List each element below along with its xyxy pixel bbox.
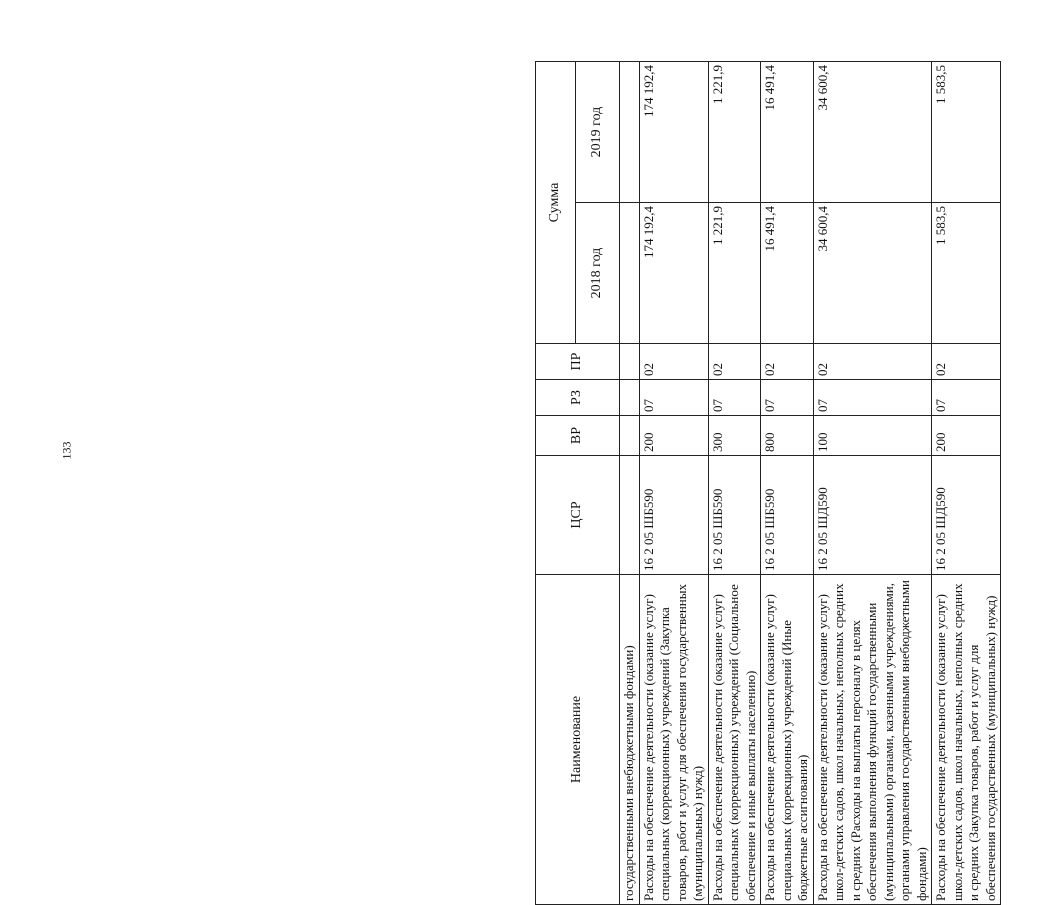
cell-2019: 1 583,5 (932, 62, 1001, 203)
cell-name: Расходы на обеспечение деятельности (оказание услуг) школ-детских садов, школ начальных, неполных средних и средних (Расходы на выплаты персоналу в целях обеспечения выполнения функций государственными (муниципальными) органами, казенными учреждениями, органами управления государственными внебюджетными фондами) (813, 575, 932, 905)
header-pr: ПР (536, 344, 620, 380)
header-vr: ВР (536, 416, 620, 456)
cell-rz: 07 (639, 380, 708, 416)
cell-pr (620, 344, 640, 380)
table-row (708, 62, 761, 905)
cell-2018: 16 491,4 (761, 203, 814, 344)
table-row (813, 62, 932, 905)
table-row (932, 62, 1001, 905)
cell-rz: 07 (708, 380, 761, 416)
cell-pr: 02 (708, 344, 761, 380)
cell-rz: 07 (932, 380, 1001, 416)
cell-csr: 16 2 05 ШД590 (932, 456, 1001, 575)
cell-vr (620, 416, 640, 456)
cell-csr (620, 456, 640, 575)
table-row (620, 62, 640, 905)
cell-2018: 174 192,4 (639, 203, 708, 344)
cell-2018: 1 221,9 (708, 203, 761, 344)
cell-name: государственными внебюджетными фондами) (620, 575, 640, 905)
cell-csr: 16 2 05 ШБ590 (639, 456, 708, 575)
cell-vr: 300 (708, 416, 761, 456)
budget-table (535, 61, 1001, 905)
cell-rz (620, 380, 640, 416)
header-rz: РЗ (536, 380, 620, 416)
cell-vr: 200 (932, 416, 1001, 456)
cell-vr: 200 (639, 416, 708, 456)
cell-2019: 34 600,4 (813, 62, 932, 203)
cell-rz: 07 (761, 380, 814, 416)
header-2018: 2018 год (576, 203, 620, 344)
cell-2019: 16 491,4 (761, 62, 814, 203)
cell-vr: 800 (761, 416, 814, 456)
cell-2019 (620, 62, 640, 203)
header-csr: ЦСР (536, 456, 620, 575)
rotated-page (535, 62, 1040, 905)
cell-name: Расходы на обеспечение деятельности (оказание услуг) школ-детских садов, школ начальных, неполных средних и средних (Закупка товаров, работ и услуг для обеспечения государственных (муниципальных) нужд) (932, 575, 1001, 905)
cell-2018 (620, 203, 640, 344)
cell-2018: 34 600,4 (813, 203, 932, 344)
cell-vr: 100 (813, 416, 932, 456)
cell-pr: 02 (813, 344, 932, 380)
header-sum: Сумма (536, 62, 576, 344)
cell-2019: 1 221,9 (708, 62, 761, 203)
cell-pr: 02 (639, 344, 708, 380)
cell-pr: 02 (761, 344, 814, 380)
cell-csr: 16 2 05 ШБ590 (761, 456, 814, 575)
cell-name: Расходы на обеспечение деятельности (оказание услуг) специальных (коррекционных) учреждений (Социальное обеспечение и иные выплаты населению) (708, 575, 761, 905)
cell-2019: 174 192,4 (639, 62, 708, 203)
cell-2018: 1 583,5 (932, 203, 1001, 344)
header-name: Наименование (536, 575, 620, 905)
table-row (639, 62, 708, 905)
cell-name: Расходы на обеспечение деятельности (оказание услуг) специальных (коррекционных) учреждений (Иные бюджетные ассигнования) (761, 575, 814, 905)
cell-csr: 16 2 05 ШБ590 (708, 456, 761, 575)
header-2019: 2019 год (576, 62, 620, 203)
cell-pr: 02 (932, 344, 1001, 380)
cell-name: Расходы на обеспечение деятельности (оказание услуг) специальных (коррекционных) учреждений (Закупка товаров, работ и услуг для обеспечения государственных (муниципальных) нужд) (639, 575, 708, 905)
cell-csr: 16 2 05 ШД590 (813, 456, 932, 575)
table-row (761, 62, 814, 905)
cell-rz: 07 (813, 380, 932, 416)
page-number: 133 (59, 441, 74, 460)
